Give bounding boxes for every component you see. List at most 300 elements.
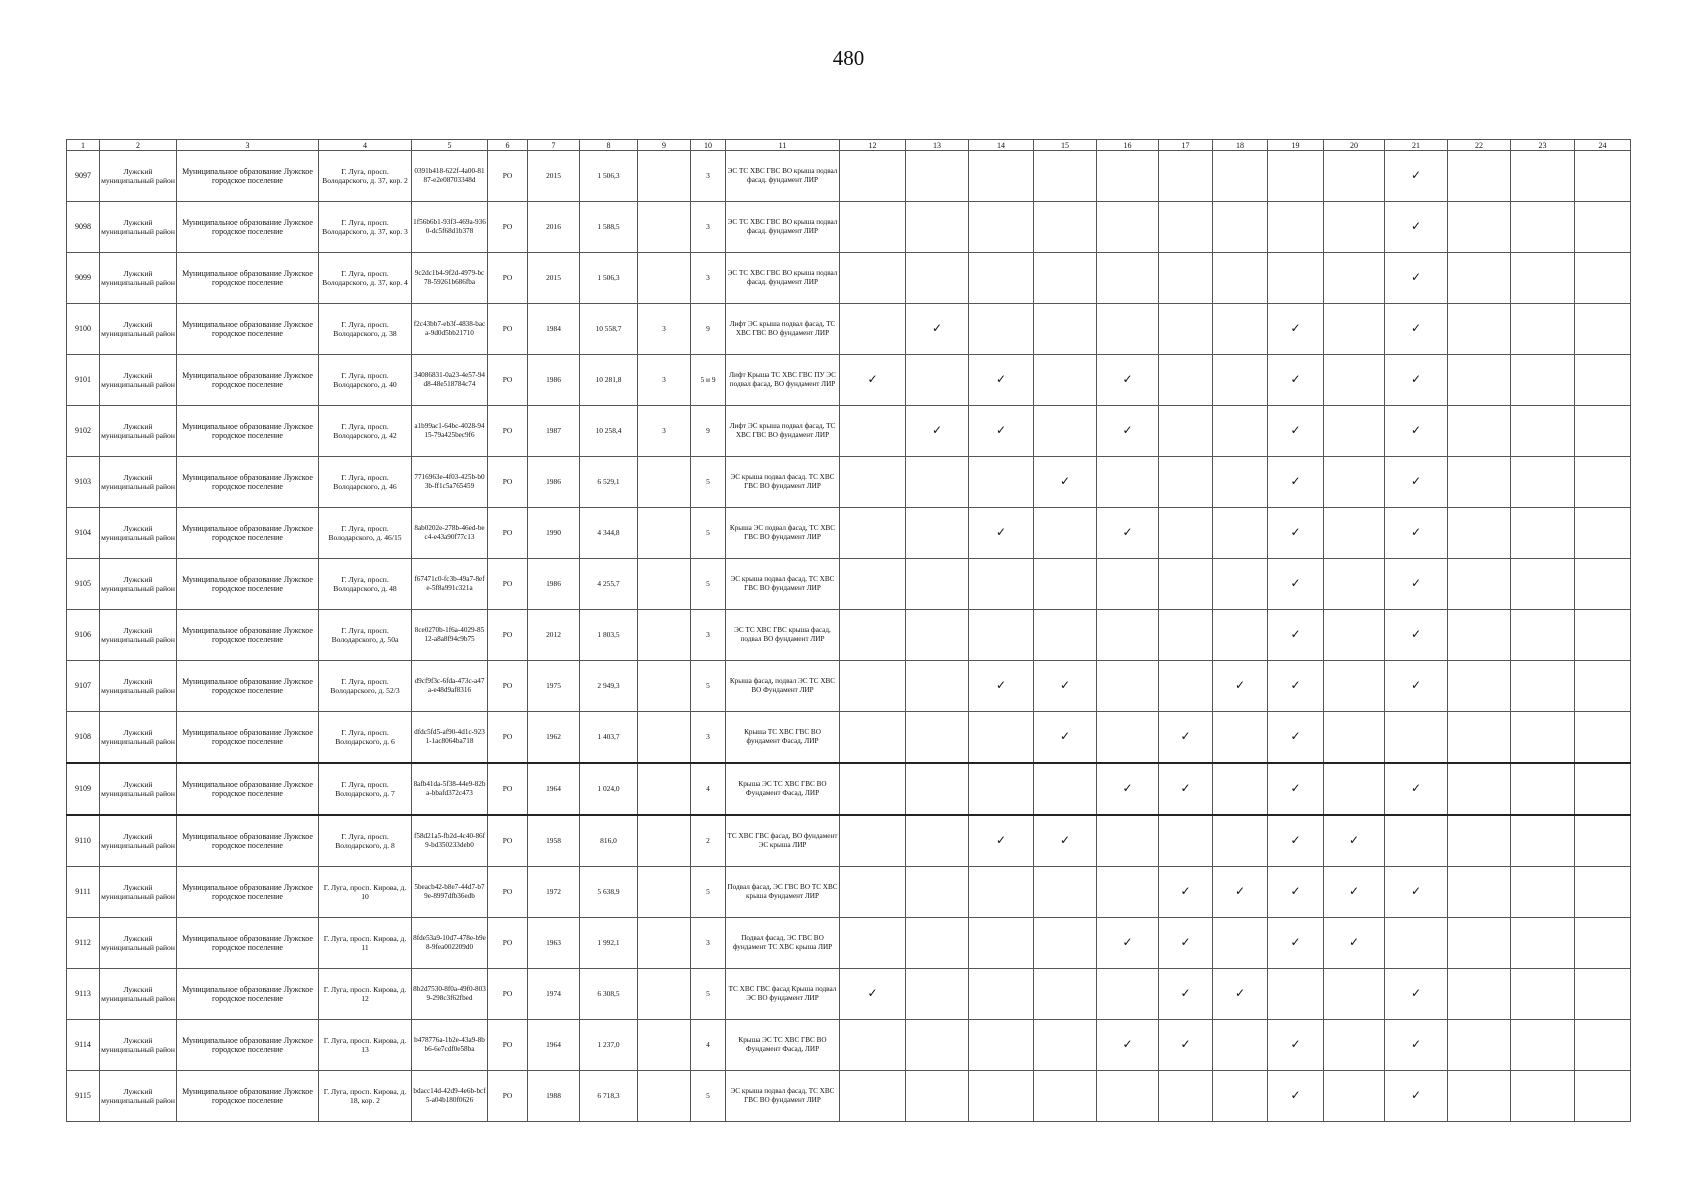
municipality-cell: Муниципальное образование Лужское городское поселение xyxy=(177,457,319,508)
empty-cell xyxy=(1268,151,1324,202)
year-cell: 1986 xyxy=(528,457,580,508)
empty-cell xyxy=(1575,1020,1631,1071)
floors-cell: 3 xyxy=(691,918,726,969)
table-row xyxy=(67,253,1631,304)
empty-cell xyxy=(1511,661,1575,712)
address-cell: Г. Луга, просп. Володарского, д. 37, кор. 3 xyxy=(319,202,412,253)
empty-cell xyxy=(906,1071,969,1122)
entrances-cell xyxy=(638,661,691,712)
table-row xyxy=(67,918,1631,969)
column-header: 20 xyxy=(1324,140,1385,151)
check-mark-icon: ✓ xyxy=(1268,867,1324,918)
empty-cell xyxy=(1448,457,1511,508)
floors-cell: 5 xyxy=(691,1071,726,1122)
building-code-cell: 5beacb42-b8e7-44d7-b79e-8997dfb36edb xyxy=(412,867,488,918)
empty-cell xyxy=(840,304,906,355)
works-list-cell: ЭС ТС ХВС ГВС ВО крыша подвал фасад. фундамент ЛИР xyxy=(726,253,840,304)
empty-cell xyxy=(1159,304,1213,355)
empty-cell xyxy=(1448,508,1511,559)
year-cell: 1964 xyxy=(528,763,580,815)
area-cell: 1 803,5 xyxy=(580,610,638,661)
check-mark-icon: ✓ xyxy=(840,355,906,406)
works-list-cell: ЭС ТС ХВС ГВС ВО крыша подвал фасад. фундамент ЛИР xyxy=(726,151,840,202)
check-mark-icon: ✓ xyxy=(1034,661,1097,712)
empty-cell xyxy=(1034,508,1097,559)
empty-cell xyxy=(1097,559,1159,610)
check-mark-icon: ✓ xyxy=(1385,151,1448,202)
column-header: 4 xyxy=(319,140,412,151)
empty-cell xyxy=(906,202,969,253)
address-cell: Г. Луга, просп. Володарского, д. 37, кор. 2 xyxy=(319,151,412,202)
empty-cell xyxy=(1213,1071,1268,1122)
building-code-cell: f67471c0-fc3b-49a7-8efe-5f8a991c321a xyxy=(412,559,488,610)
check-mark-icon: ✓ xyxy=(1268,610,1324,661)
check-mark-icon: ✓ xyxy=(1159,712,1213,764)
check-mark-icon: ✓ xyxy=(1385,559,1448,610)
column-header: 16 xyxy=(1097,140,1159,151)
empty-cell xyxy=(1034,918,1097,969)
empty-cell xyxy=(1575,918,1631,969)
municipality-cell: Муниципальное образование Лужское городское поселение xyxy=(177,151,319,202)
empty-cell xyxy=(840,1020,906,1071)
works-list-cell: Крыша ТС ХВС ГВС ВО фундамент Фасад, ЛИР xyxy=(726,712,840,764)
check-mark-icon: ✓ xyxy=(1159,763,1213,815)
entrances-cell: 3 xyxy=(638,304,691,355)
check-mark-icon: ✓ xyxy=(1159,867,1213,918)
empty-cell xyxy=(1448,253,1511,304)
building-code-cell: bdacc14d-42d9-4e6b-bcf5-a04b180f0626 xyxy=(412,1071,488,1122)
year-cell: 2015 xyxy=(528,151,580,202)
empty-cell xyxy=(1268,202,1324,253)
table-body xyxy=(67,151,1631,1122)
column-header: 22 xyxy=(1448,140,1511,151)
table-row xyxy=(67,1020,1631,1071)
works-list-cell: Лифт ЭС крыша подвал фасад, ТС ХВС ГВС ВО фундамент ЛИР xyxy=(726,406,840,457)
table-row xyxy=(67,508,1631,559)
column-header: 11 xyxy=(726,140,840,151)
municipality-cell: Муниципальное образование Лужское городское поселение xyxy=(177,508,319,559)
table-row xyxy=(67,202,1631,253)
empty-cell xyxy=(840,815,906,867)
empty-cell xyxy=(1159,815,1213,867)
area-cell: 1 403,7 xyxy=(580,712,638,764)
municipality-cell: Муниципальное образование Лужское городское поселение xyxy=(177,406,319,457)
year-cell: 1958 xyxy=(528,815,580,867)
empty-cell xyxy=(969,867,1034,918)
year-cell: 1963 xyxy=(528,918,580,969)
check-mark-icon: ✓ xyxy=(1097,763,1159,815)
empty-cell xyxy=(1097,867,1159,918)
empty-cell xyxy=(1159,1071,1213,1122)
empty-cell xyxy=(906,867,969,918)
district-cell: Лужский муниципальный район xyxy=(100,457,177,508)
row-number: 9110 xyxy=(67,815,100,867)
building-code-cell: 7716963e-4f03-425b-b03b-ff1c5a765459 xyxy=(412,457,488,508)
district-cell: Лужский муниципальный район xyxy=(100,969,177,1020)
ownership-cell: РО xyxy=(488,918,528,969)
floors-cell: 3 xyxy=(691,610,726,661)
row-number: 9107 xyxy=(67,661,100,712)
entrances-cell xyxy=(638,151,691,202)
address-cell: Г. Луга, просп. Кирова, д. 12 xyxy=(319,969,412,1020)
check-mark-icon: ✓ xyxy=(1097,508,1159,559)
empty-cell xyxy=(1034,1071,1097,1122)
area-cell: 1 992,1 xyxy=(580,918,638,969)
ownership-cell: РО xyxy=(488,815,528,867)
check-mark-icon: ✓ xyxy=(1385,253,1448,304)
empty-cell xyxy=(1034,253,1097,304)
check-mark-icon: ✓ xyxy=(1097,406,1159,457)
empty-cell xyxy=(1511,610,1575,661)
empty-cell xyxy=(1213,355,1268,406)
row-number: 9114 xyxy=(67,1020,100,1071)
empty-cell xyxy=(1213,712,1268,764)
floors-cell: 5 xyxy=(691,457,726,508)
empty-cell xyxy=(1511,304,1575,355)
ownership-cell: РО xyxy=(488,355,528,406)
empty-cell xyxy=(1575,355,1631,406)
area-cell: 6 529,1 xyxy=(580,457,638,508)
check-mark-icon: ✓ xyxy=(1268,406,1324,457)
address-cell: Г. Луга, просп. Володарского, д. 48 xyxy=(319,559,412,610)
empty-cell xyxy=(1511,355,1575,406)
municipality-cell: Муниципальное образование Лужское городское поселение xyxy=(177,610,319,661)
row-number: 9104 xyxy=(67,508,100,559)
empty-cell xyxy=(1213,508,1268,559)
entrances-cell xyxy=(638,712,691,764)
district-cell: Лужский муниципальный район xyxy=(100,151,177,202)
check-mark-icon: ✓ xyxy=(1385,661,1448,712)
empty-cell xyxy=(1324,406,1385,457)
empty-cell xyxy=(1034,969,1097,1020)
column-header: 6 xyxy=(488,140,528,151)
empty-cell xyxy=(1511,815,1575,867)
entrances-cell xyxy=(638,1020,691,1071)
area-cell: 5 638,9 xyxy=(580,867,638,918)
year-cell: 1962 xyxy=(528,712,580,764)
building-code-cell: 9c2dc1b4-9f2d-4979-bc78-59261b686fba xyxy=(412,253,488,304)
municipality-cell: Муниципальное образование Лужское городское поселение xyxy=(177,1071,319,1122)
check-mark-icon: ✓ xyxy=(1324,815,1385,867)
check-mark-icon: ✓ xyxy=(1213,661,1268,712)
year-cell: 2015 xyxy=(528,253,580,304)
address-cell: Г. Луга, просп. Кирова, д. 13 xyxy=(319,1020,412,1071)
empty-cell xyxy=(1575,151,1631,202)
works-list-cell: Крыша фасад, подвал ЭС ТС ХВС ВО Фундамент ЛИР xyxy=(726,661,840,712)
check-mark-icon: ✓ xyxy=(1268,712,1324,764)
municipality-cell: Муниципальное образование Лужское городское поселение xyxy=(177,661,319,712)
works-list-cell: Крыша ЭС подвал фасад, ТС ХВС ГВС ВО фундамент ЛИР xyxy=(726,508,840,559)
works-list-cell: ЭС ТС ХВС ГВС крыша фасад, подвал ВО фундамент ЛИР xyxy=(726,610,840,661)
year-cell: 1988 xyxy=(528,1071,580,1122)
empty-cell xyxy=(906,1020,969,1071)
empty-cell xyxy=(1511,253,1575,304)
municipality-cell: Муниципальное образование Лужское городское поселение xyxy=(177,763,319,815)
entrances-cell xyxy=(638,815,691,867)
empty-cell xyxy=(1034,151,1097,202)
floors-cell: 2 xyxy=(691,815,726,867)
year-cell: 1974 xyxy=(528,969,580,1020)
check-mark-icon: ✓ xyxy=(1034,712,1097,764)
entrances-cell: 3 xyxy=(638,406,691,457)
check-mark-icon: ✓ xyxy=(1385,406,1448,457)
column-header: 23 xyxy=(1511,140,1575,151)
column-header: 9 xyxy=(638,140,691,151)
entrances-cell xyxy=(638,508,691,559)
check-mark-icon: ✓ xyxy=(1385,304,1448,355)
empty-cell xyxy=(1097,253,1159,304)
empty-cell xyxy=(1324,661,1385,712)
municipality-cell: Муниципальное образование Лужское городское поселение xyxy=(177,304,319,355)
municipality-cell: Муниципальное образование Лужское городское поселение xyxy=(177,712,319,764)
table-row xyxy=(67,406,1631,457)
check-mark-icon: ✓ xyxy=(1324,867,1385,918)
area-cell: 1 588,5 xyxy=(580,202,638,253)
empty-cell xyxy=(1324,457,1385,508)
works-list-cell: Подвал фасад, ЭС ГВС ВО ТС ХВС крыша Фундамент ЛИР xyxy=(726,867,840,918)
floors-cell: 3 xyxy=(691,712,726,764)
address-cell: Г. Луга, просп. Кирова, д. 10 xyxy=(319,867,412,918)
empty-cell xyxy=(1511,406,1575,457)
address-cell: Г. Луга, просп. Володарского, д. 52/3 xyxy=(319,661,412,712)
building-code-cell: 8ce0270b-1f6a-4029-8512-a8a8f94c9b75 xyxy=(412,610,488,661)
empty-cell xyxy=(1097,712,1159,764)
empty-cell xyxy=(840,1071,906,1122)
table-row xyxy=(67,304,1631,355)
entrances-cell xyxy=(638,457,691,508)
area-cell: 1 024,0 xyxy=(580,763,638,815)
table-row xyxy=(67,355,1631,406)
page-number: 480 xyxy=(832,46,865,70)
table-row xyxy=(67,661,1631,712)
table-row xyxy=(67,1071,1631,1122)
check-mark-icon: ✓ xyxy=(1097,355,1159,406)
empty-cell xyxy=(1448,202,1511,253)
building-code-cell: 8fde53a9-10d7-478e-b9e8-9fea002209d0 xyxy=(412,918,488,969)
empty-cell xyxy=(1034,867,1097,918)
check-mark-icon: ✓ xyxy=(1268,355,1324,406)
empty-cell xyxy=(1511,1020,1575,1071)
address-cell: Г. Луга, просп. Володарского, д. 8 xyxy=(319,815,412,867)
empty-cell xyxy=(1324,559,1385,610)
column-header: 17 xyxy=(1159,140,1213,151)
empty-cell xyxy=(1575,867,1631,918)
empty-cell xyxy=(840,867,906,918)
empty-cell xyxy=(1385,712,1448,764)
empty-cell xyxy=(1213,815,1268,867)
empty-cell xyxy=(969,559,1034,610)
column-header: 21 xyxy=(1385,140,1448,151)
entrances-cell xyxy=(638,763,691,815)
empty-cell xyxy=(906,969,969,1020)
empty-cell xyxy=(1159,355,1213,406)
check-mark-icon: ✓ xyxy=(969,815,1034,867)
empty-cell xyxy=(1448,406,1511,457)
empty-cell xyxy=(1448,815,1511,867)
address-cell: Г. Луга, просп. Володарского, д. 50а xyxy=(319,610,412,661)
empty-cell xyxy=(840,253,906,304)
empty-cell xyxy=(906,508,969,559)
empty-cell xyxy=(969,202,1034,253)
check-mark-icon: ✓ xyxy=(1324,918,1385,969)
district-cell: Лужский муниципальный район xyxy=(100,763,177,815)
check-mark-icon: ✓ xyxy=(1268,1071,1324,1122)
empty-cell xyxy=(1448,867,1511,918)
building-code-cell: a1b99ac1-64bc-4028-9415-79a425bec9f6 xyxy=(412,406,488,457)
row-number: 9102 xyxy=(67,406,100,457)
check-mark-icon: ✓ xyxy=(1268,559,1324,610)
check-mark-icon: ✓ xyxy=(1034,457,1097,508)
check-mark-icon: ✓ xyxy=(1385,457,1448,508)
ownership-cell: РО xyxy=(488,406,528,457)
check-mark-icon: ✓ xyxy=(1213,969,1268,1020)
building-code-cell: d9cf9f3c-6fda-473c-a47a-e48d9af8316 xyxy=(412,661,488,712)
column-header: 8 xyxy=(580,140,638,151)
empty-cell xyxy=(1575,559,1631,610)
column-header: 2 xyxy=(100,140,177,151)
municipality-cell: Муниципальное образование Лужское городское поселение xyxy=(177,1020,319,1071)
empty-cell xyxy=(1034,304,1097,355)
municipality-cell: Муниципальное образование Лужское городское поселение xyxy=(177,355,319,406)
table-row xyxy=(67,559,1631,610)
table-row xyxy=(67,815,1631,867)
ownership-cell: РО xyxy=(488,661,528,712)
empty-cell xyxy=(1448,151,1511,202)
entrances-cell: 3 xyxy=(638,355,691,406)
row-number: 9109 xyxy=(67,763,100,815)
empty-cell xyxy=(1511,508,1575,559)
empty-cell xyxy=(906,815,969,867)
empty-cell xyxy=(1575,969,1631,1020)
empty-cell xyxy=(1448,763,1511,815)
row-number: 9099 xyxy=(67,253,100,304)
row-number: 9112 xyxy=(67,918,100,969)
empty-cell xyxy=(1097,151,1159,202)
address-cell: Г. Луга, просп. Володарского, д. 46 xyxy=(319,457,412,508)
empty-cell xyxy=(1511,969,1575,1020)
district-cell: Лужский муниципальный район xyxy=(100,610,177,661)
empty-cell xyxy=(906,151,969,202)
year-cell: 1987 xyxy=(528,406,580,457)
address-cell: Г. Луга, просп. Володарского, д. 7 xyxy=(319,763,412,815)
empty-cell xyxy=(1575,815,1631,867)
empty-cell xyxy=(1034,1020,1097,1071)
floors-cell: 5 xyxy=(691,969,726,1020)
column-header: 7 xyxy=(528,140,580,151)
check-mark-icon: ✓ xyxy=(1268,918,1324,969)
ownership-cell: РО xyxy=(488,508,528,559)
district-cell: Лужский муниципальный район xyxy=(100,815,177,867)
empty-cell xyxy=(906,559,969,610)
column-header: 14 xyxy=(969,140,1034,151)
floors-cell: 4 xyxy=(691,763,726,815)
empty-cell xyxy=(969,457,1034,508)
row-number: 9111 xyxy=(67,867,100,918)
municipality-cell: Муниципальное образование Лужское городское поселение xyxy=(177,867,319,918)
year-cell: 2012 xyxy=(528,610,580,661)
ownership-cell: РО xyxy=(488,304,528,355)
works-list-cell: ЭС крыша подвал фасад. ТС ХВС ГВС ВО фундамент ЛИР xyxy=(726,457,840,508)
table-row xyxy=(67,969,1631,1020)
works-list-cell: ТС ХВС ГВС фасад Крыша подвал ЭС ВО фундамент ЛИР xyxy=(726,969,840,1020)
table-row xyxy=(67,763,1631,815)
entrances-cell xyxy=(638,918,691,969)
column-header: 12 xyxy=(840,140,906,151)
check-mark-icon: ✓ xyxy=(1385,1020,1448,1071)
entrances-cell xyxy=(638,969,691,1020)
empty-cell xyxy=(1213,763,1268,815)
table-row xyxy=(67,712,1631,764)
address-cell: Г. Луга, просп. Володарского, д. 38 xyxy=(319,304,412,355)
year-cell: 1986 xyxy=(528,559,580,610)
empty-cell xyxy=(1511,712,1575,764)
empty-cell xyxy=(1511,867,1575,918)
empty-cell xyxy=(1097,1071,1159,1122)
municipality-cell: Муниципальное образование Лужское городское поселение xyxy=(177,253,319,304)
empty-cell xyxy=(1324,304,1385,355)
works-list-cell: Крыша ЭС ТС ХВС ГВС ВО Фундамент Фасад, ЛИР xyxy=(726,1020,840,1071)
works-list-cell: Лифт ЭС крыша подвал фасад, ТС ХВС ГВС ВО фундамент ЛИР xyxy=(726,304,840,355)
district-cell: Лужский муниципальный район xyxy=(100,559,177,610)
empty-cell xyxy=(1213,406,1268,457)
area-cell: 1 506,3 xyxy=(580,253,638,304)
check-mark-icon: ✓ xyxy=(1268,1020,1324,1071)
empty-cell xyxy=(1511,918,1575,969)
table-row xyxy=(67,867,1631,918)
check-mark-icon: ✓ xyxy=(969,406,1034,457)
empty-cell xyxy=(1511,151,1575,202)
check-mark-icon: ✓ xyxy=(1268,763,1324,815)
empty-cell xyxy=(1159,202,1213,253)
area-cell: 6 718,3 xyxy=(580,1071,638,1122)
empty-cell xyxy=(840,151,906,202)
empty-cell xyxy=(1448,1071,1511,1122)
column-header: 1 xyxy=(67,140,100,151)
ownership-cell: РО xyxy=(488,559,528,610)
building-code-cell: f58d21a5-fb2d-4c40-86f9-bd350233deb0 xyxy=(412,815,488,867)
empty-cell xyxy=(906,661,969,712)
empty-cell xyxy=(1448,969,1511,1020)
empty-cell xyxy=(1034,406,1097,457)
works-list-cell: ТС ХВС ГВС фасад, ВО фундамент ЭС крыша ЛИР xyxy=(726,815,840,867)
empty-cell xyxy=(1268,969,1324,1020)
area-cell: 1 237,0 xyxy=(580,1020,638,1071)
municipality-cell: Муниципальное образование Лужское городское поселение xyxy=(177,815,319,867)
entrances-cell xyxy=(638,610,691,661)
check-mark-icon: ✓ xyxy=(1385,1071,1448,1122)
district-cell: Лужский муниципальный район xyxy=(100,508,177,559)
entrances-cell xyxy=(638,867,691,918)
works-list-cell: Подвал фасад, ЭС ГВС ВО фундамент ТС ХВС крыша ЛИР xyxy=(726,918,840,969)
empty-cell xyxy=(1448,610,1511,661)
district-cell: Лужский муниципальный район xyxy=(100,712,177,764)
check-mark-icon: ✓ xyxy=(969,508,1034,559)
empty-cell xyxy=(1575,763,1631,815)
check-mark-icon: ✓ xyxy=(1159,1020,1213,1071)
district-cell: Лужский муниципальный район xyxy=(100,202,177,253)
building-code-cell: b478776a-1b2e-43a9-8bb6-6e7cdf0e58ba xyxy=(412,1020,488,1071)
district-cell: Лужский муниципальный район xyxy=(100,867,177,918)
row-number: 9098 xyxy=(67,202,100,253)
empty-cell xyxy=(1213,304,1268,355)
empty-cell xyxy=(1097,815,1159,867)
year-cell: 1986 xyxy=(528,355,580,406)
empty-cell xyxy=(1575,712,1631,764)
column-header: 13 xyxy=(906,140,969,151)
floors-cell: 3 xyxy=(691,253,726,304)
empty-cell xyxy=(1034,559,1097,610)
empty-cell xyxy=(840,610,906,661)
